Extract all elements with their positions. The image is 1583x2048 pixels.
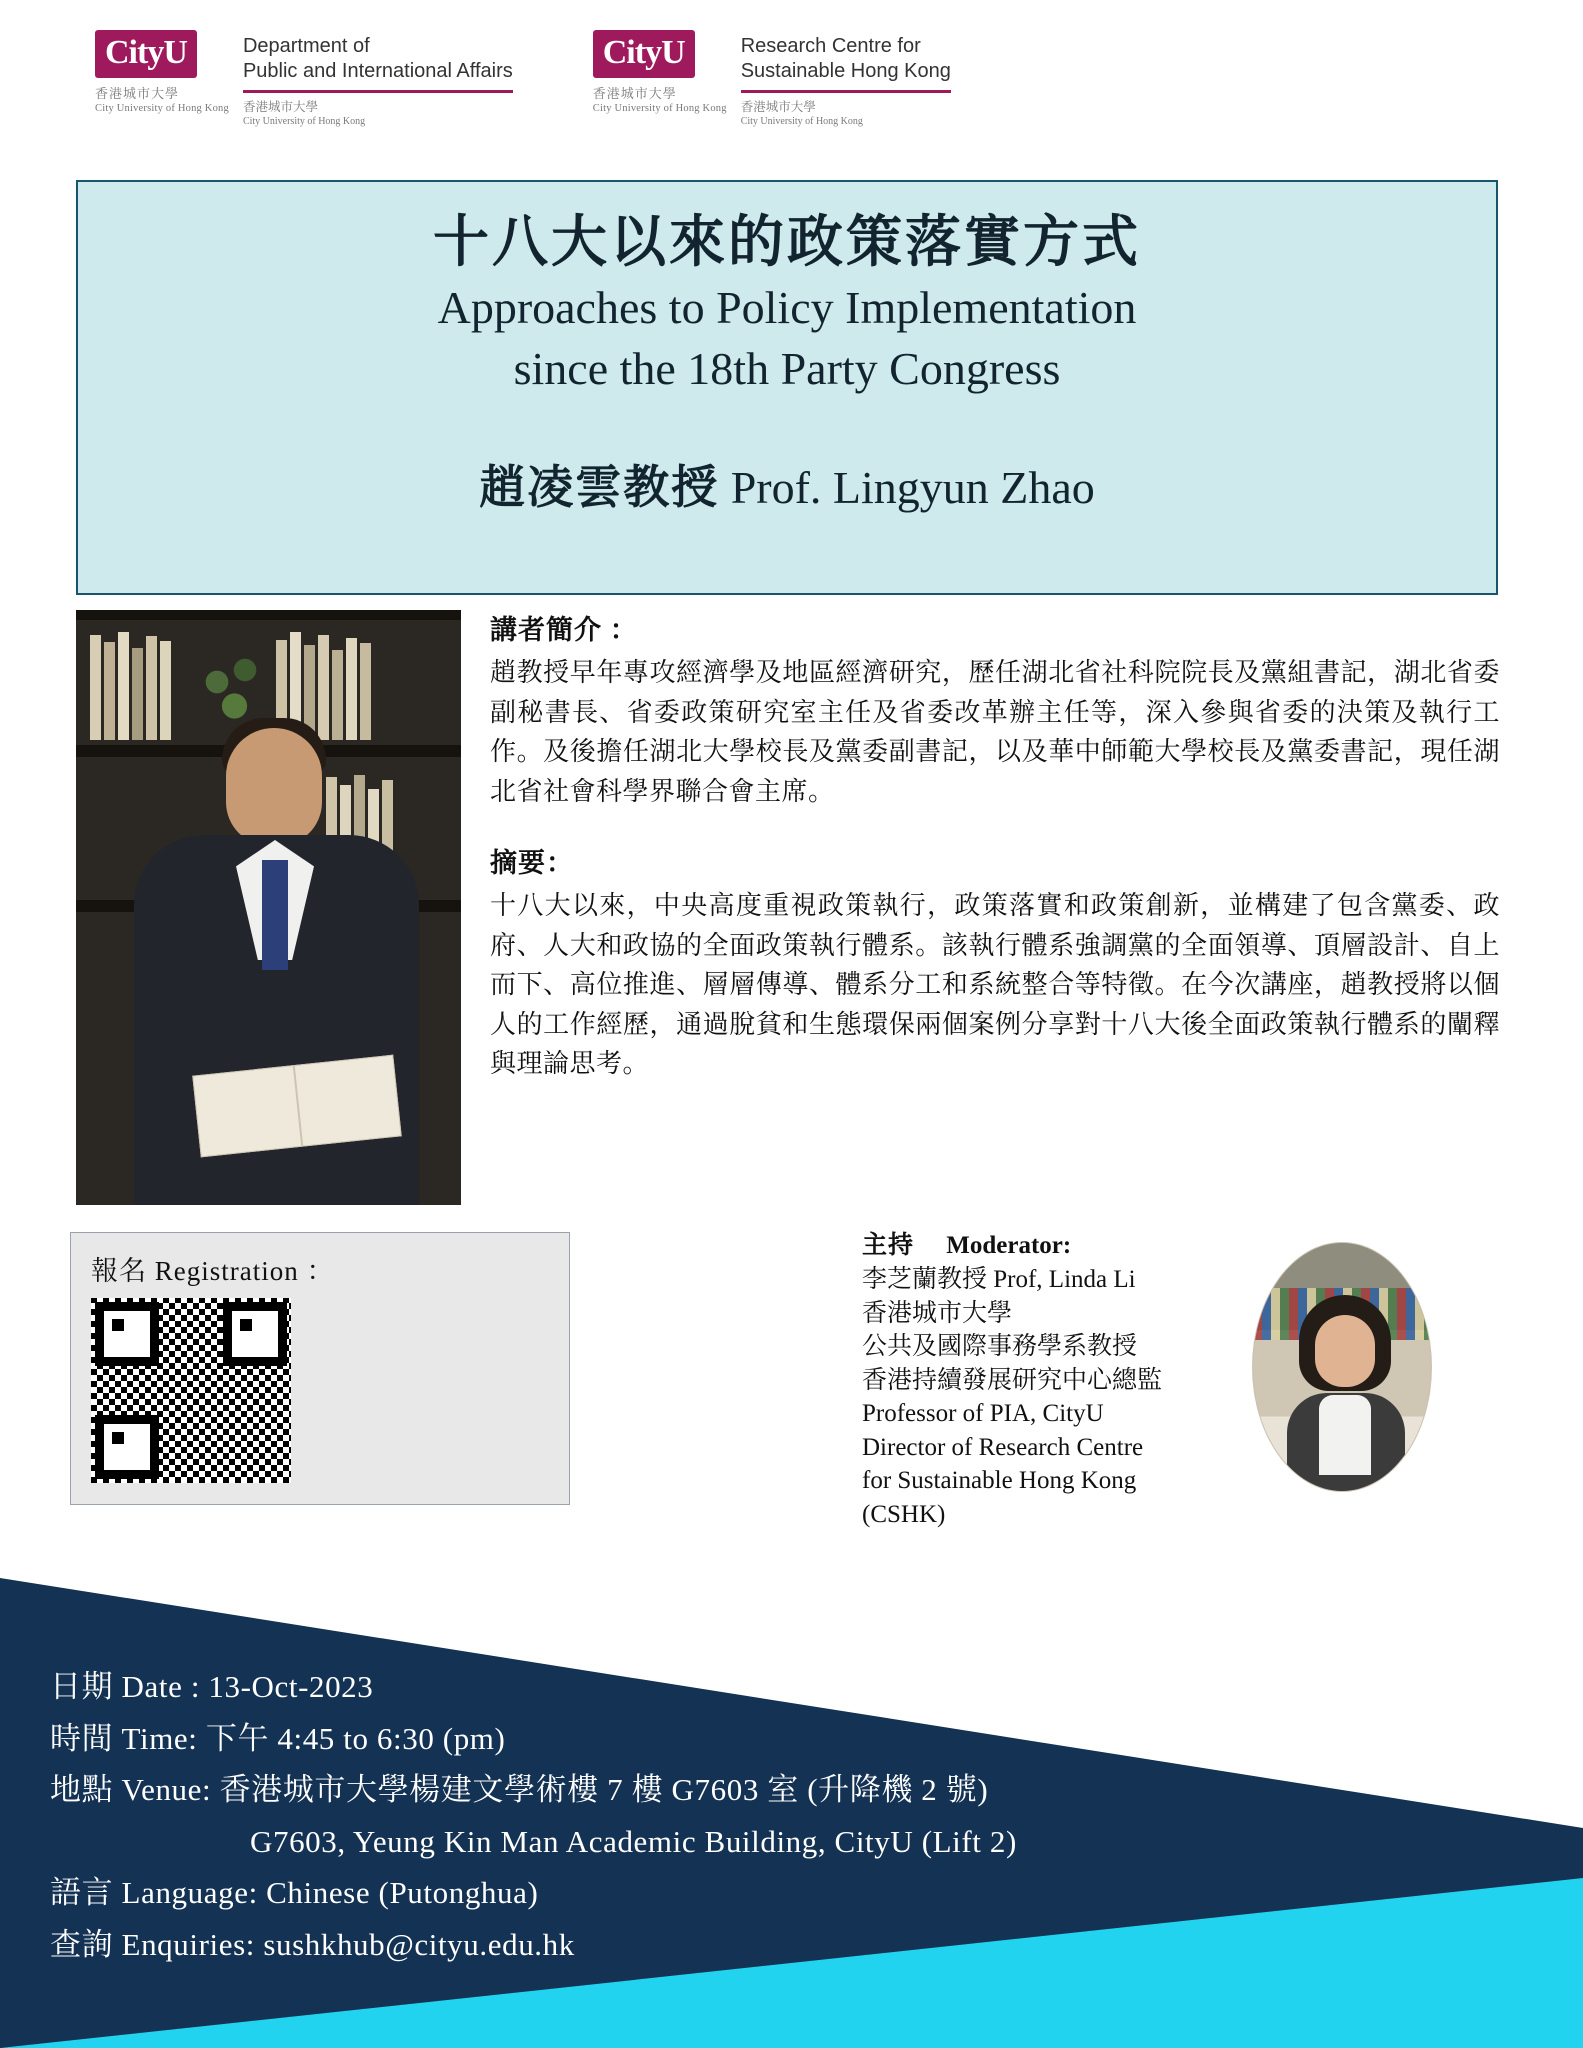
- abstract-body: 十八大以來，中央高度重視政策執行，政策落實和政策創新，並構建了包含黨委、政府、人大和政協的全面政策執行體系。該執行體系強調黨的全面領導、頂層設計、自上而下、高位推進、層層傳導、體系分工和系統整合等特徵。在今次講座，趙教授將以個人的工作經歷，通過脫貧和生態環保兩個案例分享對十八大後全面政策執行體系的闡釋與理論思考。: [490, 891, 1500, 1079]
- cityu-wordmark: CityU: [95, 30, 197, 78]
- cityu-name-cn: 香港城市大學: [95, 86, 180, 101]
- moderator-line-4: 香港持續發展研究中心總監: [862, 1366, 1163, 1394]
- moderator-line-3: 公共及國際事務學系教授: [862, 1333, 1138, 1360]
- event-time: 時間 Time: 下午 4:45 to 6:30 (pm): [50, 1720, 506, 1756]
- pia-sub-cn: 香港城市大學: [242, 100, 318, 114]
- cityu-logo-icon-2: [593, 30, 727, 114]
- abstract-section: [490, 841, 1500, 1084]
- moderator-heading-en: Moderator:: [946, 1232, 1072, 1259]
- title-banner: [76, 180, 1498, 595]
- abstract-heading: 摘要：: [490, 848, 574, 879]
- event-language: 語言 Language: Chinese (Putonghua): [50, 1875, 539, 1911]
- cityu-logo-icon: [95, 30, 229, 114]
- pia-line1: Department of: [242, 35, 370, 57]
- moderator-line-8: (CSHK): [862, 1500, 946, 1528]
- moderator-line-2: 香港城市大學: [862, 1299, 1013, 1327]
- event-venue-en: G7603, Yeung Kin Man Academic Building, CityU (Lift 2): [250, 1823, 1017, 1859]
- pia-department-text: [243, 30, 513, 127]
- moderator-line-1: 李芝蘭教授 Prof, Linda Li: [862, 1266, 1136, 1293]
- cityu-wordmark-2: CityU: [593, 30, 695, 78]
- moderator-line-6: Director of Research Centre: [862, 1433, 1144, 1461]
- logo-bar: [95, 30, 951, 127]
- moderator-info: [862, 1225, 1242, 1531]
- speaker-name-cn: 趙凌雲教授: [479, 462, 720, 514]
- cityu-name-cn-2: 香港城市大學: [592, 86, 677, 101]
- qr-code-icon[interactable]: [91, 1298, 291, 1483]
- cshk-sub-cn: 香港城市大學: [740, 100, 816, 114]
- pia-line2: Public and International Affairs: [242, 60, 513, 82]
- event-date: 日期 Date : 13-Oct-2023: [50, 1669, 374, 1705]
- moderator-heading: [862, 1225, 1242, 1261]
- page-title-cn: 十八大以來的政策落實方式: [433, 212, 1141, 274]
- moderator-line-5: Professor of PIA, CityU: [862, 1400, 1104, 1427]
- logo-cshk: [593, 30, 951, 127]
- moderator-heading-cn: 主持: [862, 1232, 915, 1259]
- cityu-name-en-2: City University of Hong Kong: [592, 103, 727, 114]
- cshk-underline: [741, 90, 951, 93]
- moderator-photo: [1252, 1242, 1432, 1492]
- page-title-en-line2: since the 18th Party Congress: [513, 342, 1061, 394]
- speaker-name: [78, 451, 1496, 517]
- moderator-line-7: for Sustainable Hong Kong: [862, 1467, 1137, 1494]
- page-title-en-line1: Approaches to Policy Implementation: [437, 282, 1137, 333]
- event-enquiries: 查詢 Enquiries: sushkhub@cityu.edu.hk: [50, 1926, 575, 1962]
- cityu-name-en: City University of Hong Kong: [95, 103, 229, 114]
- bio-body: 趙教授早年專攻經濟學及地區經濟研究，歷任湖北省社科院院長及黨組書記，湖北省委副秘書長、省委政策研究室主任及省委改革辦主任等，深入參與省委的決策及執行工作。及後擔任湖北大學校長及黨委副書記，以及華中師範大學校長及黨委書記，現任湖北省社會科學界聯合會主席。: [490, 658, 1500, 806]
- event-details: [50, 1661, 1017, 1970]
- cshk-centre-text: [741, 30, 951, 127]
- speaker-photo: [76, 610, 461, 1205]
- registration-label: 報名 Registration ：: [91, 1256, 335, 1286]
- speaker-info: [490, 608, 1500, 1084]
- event-venue-cn: 地點 Venue: 香港城市大學楊建文學術樓 7 樓 G7603 室 (升降機 2 號): [50, 1772, 989, 1808]
- cshk-sub-en: City University of Hong Kong: [740, 116, 863, 127]
- pia-sub-en: City University of Hong Kong: [242, 116, 366, 127]
- cshk-line1: Research Centre for: [740, 35, 921, 57]
- cshk-line2: Sustainable Hong Kong: [740, 60, 951, 82]
- registration-box: [70, 1232, 570, 1505]
- speaker-name-en: Prof. Lingyun Zhao: [730, 462, 1095, 514]
- logo-pia: [95, 30, 513, 127]
- pia-underline: [243, 90, 513, 93]
- bio-heading: 講者簡介 ：: [490, 615, 638, 645]
